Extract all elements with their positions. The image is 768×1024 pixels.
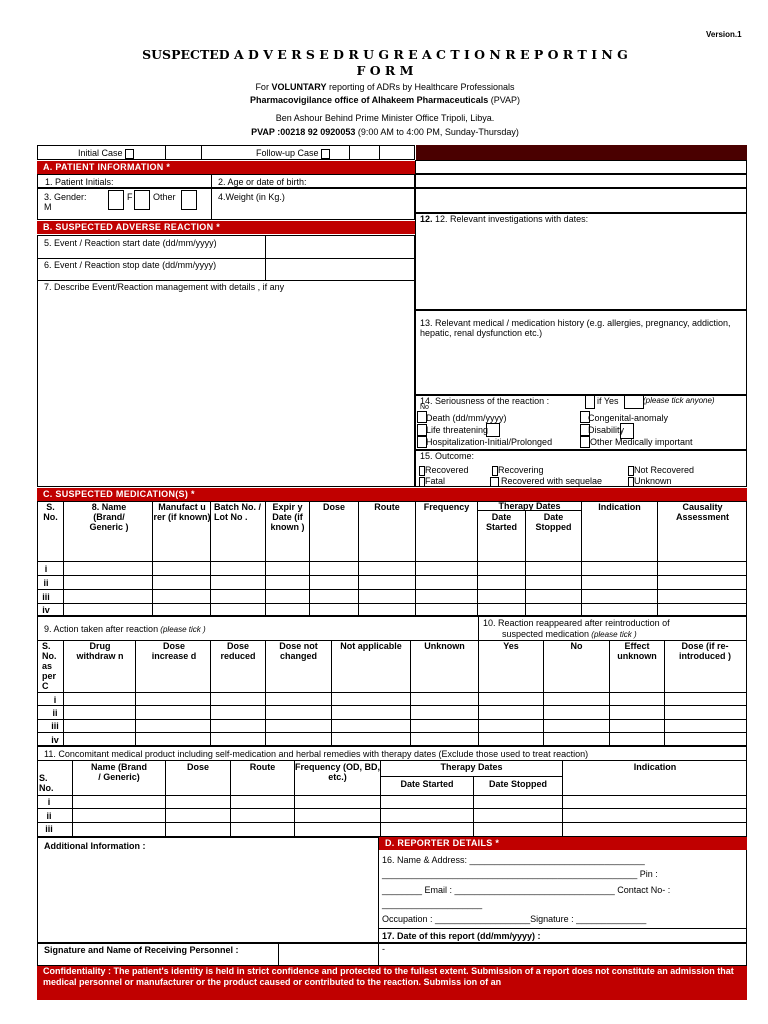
med-col-started: Date Started bbox=[485, 512, 517, 532]
outcome-fatal: Fatal bbox=[419, 476, 445, 487]
action-row-ii: ii bbox=[52, 708, 58, 718]
conc-row-iii: iii bbox=[45, 824, 53, 834]
med-col-dose: Dose bbox=[322, 502, 345, 512]
followup-case-label: Follow-up Case bbox=[256, 148, 332, 159]
followup-case-checkbox[interactable] bbox=[321, 149, 330, 159]
conc-col-stopped: Date Stopped bbox=[488, 779, 547, 789]
conc-col-name: Name (Brand / Generic) bbox=[90, 762, 147, 782]
seriousness-no: No bbox=[420, 404, 429, 411]
outcome-sequelae: Recovered with sequelae bbox=[490, 476, 602, 487]
med-row-iii: iii bbox=[42, 592, 50, 602]
phone-line: PVAP :00218 92 0920053 (9:00 AM to 4:00 PM, Sunday-Thursday) bbox=[251, 127, 519, 137]
additional-info-label: Additional Information : bbox=[44, 841, 146, 851]
conc-col-dose: Dose bbox=[186, 762, 209, 772]
form-title: SUSPECTED A D V E R S E D R U G R E A C T I O N R E P O R T I N G bbox=[142, 47, 628, 62]
medications-table bbox=[37, 501, 747, 616]
outcome-unknown: Unknown bbox=[628, 476, 672, 487]
receiving-label: Signature and Name of Receiving Personnel : bbox=[44, 945, 239, 955]
action-col-na: Not applicable bbox=[340, 641, 402, 651]
start-date-label: 5. Event / Reaction start date (dd/mm/yyyy) bbox=[44, 238, 217, 248]
investigations-label: 12. 12. Relevant investigations with dates: bbox=[420, 214, 589, 224]
gender-f-checkbox[interactable] bbox=[134, 190, 150, 210]
outcome-recovered: Recovered bbox=[419, 465, 469, 476]
med-col-name: 8. Name (Brand/ Generic ) bbox=[89, 502, 129, 532]
action-col-no: No bbox=[570, 641, 583, 651]
reporter-blank-line: ____________________ bbox=[382, 899, 483, 909]
dark-header-bar bbox=[416, 145, 747, 160]
action-col-unknown: Unknown bbox=[424, 641, 465, 651]
action-title: 9. Action taken after reaction (please tick ) bbox=[44, 624, 206, 634]
med-col-sno: S. No. bbox=[43, 502, 58, 522]
life-threatening-label: Life threatening bbox=[426, 425, 489, 435]
med-col-frequency: Frequency bbox=[423, 502, 470, 512]
action-col-reduced: Dose reduced bbox=[220, 641, 256, 661]
gender-other-checkbox[interactable] bbox=[181, 190, 197, 210]
gender-f: F bbox=[127, 192, 133, 202]
outcome-not-recovered: Not Recovered bbox=[628, 465, 694, 476]
action-col-yes: Yes bbox=[503, 641, 519, 651]
sequelae-checkbox[interactable] bbox=[490, 477, 499, 487]
gender-label: 3. Gender: bbox=[44, 192, 87, 202]
congenital-label: Congenital-anomaly bbox=[588, 413, 669, 423]
action-col-withdrawn: Drug withdraw n bbox=[76, 641, 124, 661]
med-col-expiry: Expir y Date (if known ) bbox=[270, 502, 305, 532]
conc-col-started: Date Started bbox=[400, 779, 454, 789]
address-line: Ben Ashour Behind Prime Minister Office Tripoli, Libya. bbox=[275, 113, 495, 123]
med-col-manufacturer: Manufact u rer (if known) bbox=[153, 502, 211, 522]
seriousness-if-yes: if Yes bbox=[597, 396, 619, 406]
action-row-i: i bbox=[53, 695, 57, 705]
confidentiality-notice: Confidentiality : The patient's identity is held in strict confidence and protected to the fullest extent. Submission of a report does not constitute an admission that medical personnel or manufacturer or the product caused or contributed to the reaction. Submiss ion of an bbox=[37, 966, 747, 1000]
history-label: 13. Relevant medical / medication history (e.g. allergies, pregnancy, addiction, hepatic, renal dysfunction etc.) bbox=[420, 318, 731, 338]
action-col-increased: Dose increase d bbox=[151, 641, 197, 661]
conc-row-i: i bbox=[47, 797, 51, 807]
reporter-occupation-line: Occupation : ___________________Signature : ______________ bbox=[382, 914, 647, 924]
section-d-heading: D. REPORTER DETAILS * bbox=[379, 837, 747, 850]
reporter-email-line: ________ Email : ________________________________ Contact No- : bbox=[382, 885, 671, 895]
reporter-pin-line: ___________________________________________________ Pin : bbox=[382, 869, 658, 879]
life-threatening-box[interactable] bbox=[486, 423, 500, 437]
patient-initials-label: 1. Patient Initials: bbox=[45, 177, 114, 187]
gender-m-checkbox[interactable] bbox=[108, 190, 124, 210]
med-col-therapy: Therapy Dates bbox=[498, 501, 561, 511]
section-a-heading: A. PATIENT INFORMATION * bbox=[37, 161, 415, 174]
other-important-checkbox[interactable] bbox=[580, 436, 590, 448]
action-col-reintro: Dose (if re- introduced ) bbox=[679, 641, 731, 661]
med-row-ii: ii bbox=[43, 578, 49, 588]
gender-other: Other bbox=[153, 192, 176, 202]
seriousness-label: 14. Seriousness of the reaction : bbox=[420, 396, 550, 406]
conc-col-route: Route bbox=[249, 762, 276, 772]
weight-label: 4.Weight (in Kg.) bbox=[218, 192, 285, 202]
med-row-i: i bbox=[44, 564, 48, 574]
reappeared-title: 10. Reaction reappeared after reintroduction of bbox=[483, 618, 670, 628]
med-col-indication: Indication bbox=[598, 502, 641, 512]
initial-case-checkbox[interactable] bbox=[125, 149, 134, 159]
action-col-sno: S. No. as per C bbox=[42, 641, 57, 691]
reappeared-title-line2: suspected medication (please tick ) bbox=[502, 629, 637, 639]
seriousness-no-checkbox[interactable] bbox=[585, 394, 595, 409]
death-label: Death (dd/mm/yyyy) bbox=[426, 413, 507, 423]
please-tick-anyone: (please tick anyone) bbox=[643, 396, 715, 405]
other-important-label: Other Medically important bbox=[590, 437, 693, 447]
med-col-route: Route bbox=[374, 502, 400, 512]
report-date-label: 17. Date of this report (dd/mm/yyyy) : bbox=[382, 931, 541, 941]
conc-col-freq: Frequency (OD, BD, etc.) bbox=[295, 762, 381, 782]
action-col-notchanged: Dose not changed bbox=[279, 641, 318, 661]
concomitant-title: 11. Concomitant medical product including self-medication and herbal remedies with therapy dates (Exclude those used to treat reaction) bbox=[44, 749, 589, 759]
outcome-label: 15. Outcome: bbox=[420, 451, 475, 461]
section-c-heading: C. SUSPECTED MEDICATION(S) * bbox=[37, 488, 747, 501]
action-row-iii: iii bbox=[51, 721, 59, 731]
conc-col-indication: Indication bbox=[633, 762, 677, 772]
receiving-dash: - bbox=[382, 944, 385, 954]
version-label: Version.1 bbox=[706, 30, 742, 39]
action-col-effect: Effect unknown bbox=[617, 641, 657, 661]
conc-row-ii: ii bbox=[46, 811, 52, 821]
med-col-batch: Batch No. / Lot No . bbox=[214, 502, 262, 522]
describe-label: 7. Describe Event/Reaction management with details , if any bbox=[44, 282, 285, 292]
action-table bbox=[37, 616, 747, 746]
med-col-causality: Causality Assessment bbox=[675, 502, 730, 522]
form-title-line2: F O R M bbox=[356, 63, 414, 78]
outcome-recovering: Recovering bbox=[492, 465, 544, 476]
office-line: Pharmacovigilance office of Alhakeem Pharmaceuticals (PVAP) bbox=[249, 95, 521, 105]
conc-col-therapy: Therapy Dates bbox=[440, 762, 503, 772]
conc-col-sno: S. No. bbox=[39, 773, 54, 793]
section-b-heading: B. SUSPECTED ADVERSE REACTION * bbox=[37, 221, 415, 234]
initial-case-label: Initial Case bbox=[78, 148, 136, 159]
med-row-iv: iv bbox=[42, 605, 50, 615]
seriousness-yes-checkbox[interactable] bbox=[624, 394, 644, 409]
hospitalization-label: Hospitalization-Initial/Prolonged bbox=[426, 437, 553, 447]
disability-label: Disability bbox=[588, 425, 625, 435]
med-col-stopped: Date Stopped bbox=[535, 512, 572, 532]
reporter-name-address: 16. Name & Address: ___________________________________ bbox=[382, 855, 645, 865]
stop-date-label: 6. Event / Reaction stop date (dd/mm/yyyy) bbox=[44, 260, 217, 270]
age-label: 2. Age or date of birth: bbox=[218, 177, 307, 187]
gender-m: M bbox=[44, 202, 52, 212]
action-row-iv: iv bbox=[51, 735, 59, 745]
voluntary-line: For VOLUNTARY reporting of ADRs by Healthcare Professionals bbox=[255, 82, 515, 92]
